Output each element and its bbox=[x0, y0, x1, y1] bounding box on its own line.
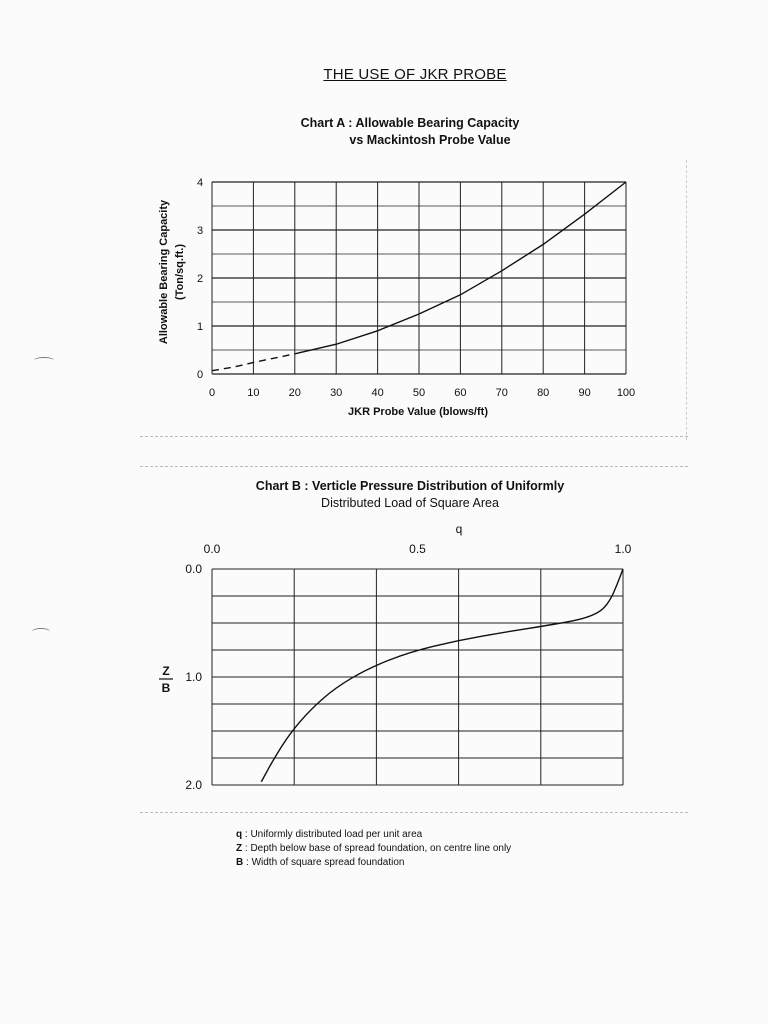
page-title: THE USE OF JKR PROBE bbox=[323, 66, 507, 83]
chart-a-y-tick-label: 4 bbox=[196, 177, 204, 189]
chart-b-series-line bbox=[261, 569, 623, 782]
legend-symbol: q bbox=[236, 829, 243, 840]
chart-a-y-tick-label: 2 bbox=[196, 273, 204, 285]
chart-a-x-tick-label: 90 bbox=[578, 387, 591, 399]
legend-symbol: Z bbox=[236, 843, 243, 854]
legend-text: : Width of square spread foundation bbox=[246, 857, 405, 868]
chart-a-ylabel-line2: (Ton/sq.ft.) bbox=[174, 244, 186, 300]
chart-a-x-tick-label: 40 bbox=[371, 387, 384, 399]
chart-a-ylabel-line1: Allowable Bearing Capacity bbox=[158, 199, 170, 345]
legend-text: : Depth below base of spread foundation, on centre line only bbox=[244, 843, 512, 854]
chart-a-y-tick-label: 3 bbox=[196, 225, 204, 237]
chart-b-title-line1: Chart B : Verticle Pressure Distribution of Uniformly bbox=[255, 479, 565, 493]
legend-text: : Uniformly distributed load per unit area bbox=[244, 829, 423, 840]
chart-b-y-tick-label: 0.0 bbox=[185, 562, 202, 576]
chart-b-title-line2: Distributed Load of Square Area bbox=[321, 496, 499, 510]
legend-row bbox=[236, 842, 511, 856]
chart-b-x-tick-label: 0.5 bbox=[409, 542, 426, 556]
chart-b-y-tick-label: 1.0 bbox=[185, 670, 202, 684]
legend-symbol: B bbox=[236, 857, 244, 868]
chart-a-y-tick-label: 0 bbox=[196, 369, 204, 381]
legend-row bbox=[236, 856, 511, 870]
chart-a-title-line2: vs Mackintosh Probe Value bbox=[349, 133, 511, 147]
chart-a-x-tick-label: 0 bbox=[208, 387, 216, 399]
chart-a-x-tick-label: 10 bbox=[247, 387, 260, 399]
chart-a-x-tick-label: 60 bbox=[454, 387, 467, 399]
chart-a-x-tick-label: 50 bbox=[412, 387, 426, 399]
chart-a-x-tick-label: 80 bbox=[537, 387, 550, 399]
chart-b-x-tick-label: 1.0 bbox=[614, 542, 632, 556]
chart-b-x-tick-label: 0.0 bbox=[203, 542, 221, 556]
chart-a-y-tick-label: 1 bbox=[196, 321, 204, 333]
chart-b-ylabel-top: Z bbox=[162, 664, 170, 678]
chart-a-x-tick-label: 70 bbox=[495, 387, 508, 399]
chart-b-y-tick-label: 2.0 bbox=[185, 778, 202, 792]
chart-b-ylabel-bottom: B bbox=[161, 681, 171, 695]
chart-a-title-line1: Chart A : Allowable Bearing Capacity bbox=[300, 116, 520, 130]
chart-a-x-tick-label: 20 bbox=[288, 387, 301, 399]
chart-a-x-tick-label: 100 bbox=[616, 387, 636, 399]
chart-a-xlabel: JKR Probe Value (blows/ft) bbox=[348, 406, 488, 418]
chart-a-x-tick-label: 30 bbox=[330, 387, 343, 399]
chart-b-xlabel: q bbox=[455, 522, 463, 536]
notes-legend bbox=[236, 828, 511, 870]
legend-row bbox=[236, 828, 511, 842]
